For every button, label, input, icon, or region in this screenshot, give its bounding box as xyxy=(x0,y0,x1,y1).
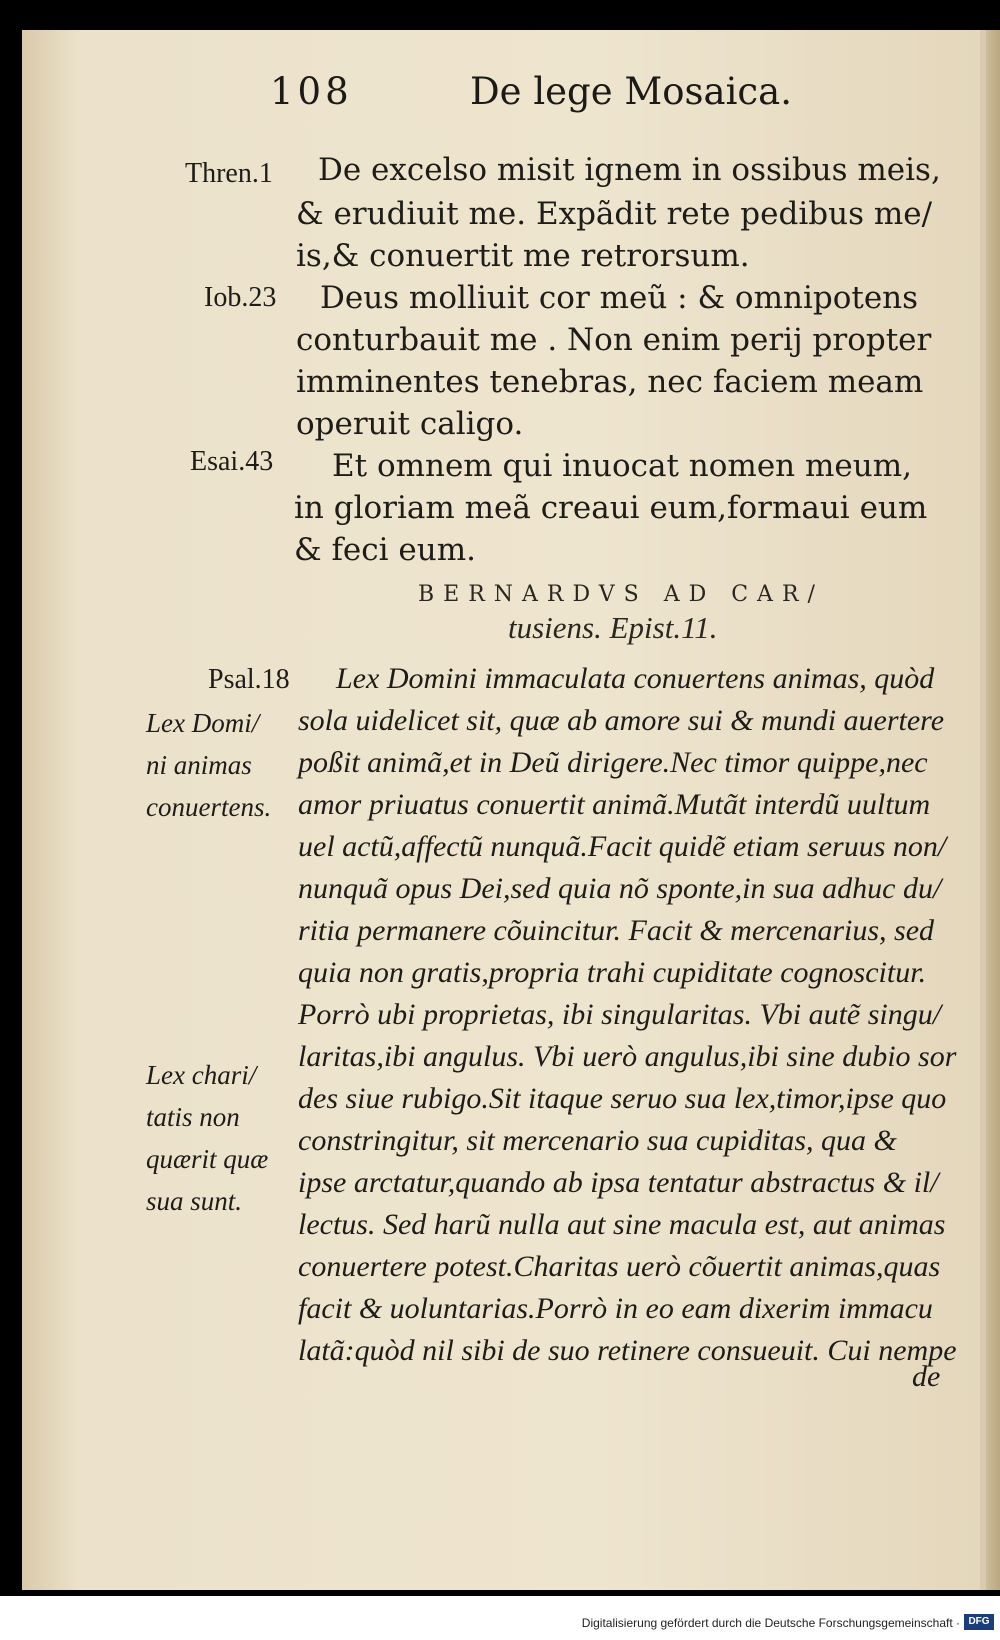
page-header xyxy=(0,70,1000,130)
margin-note: quærit quæ xyxy=(146,1144,269,1174)
italic-line: uel actũ,affectũ nunquã.Facit quidẽ etiam seruus non/ xyxy=(298,830,947,863)
margin-note: tatis non xyxy=(146,1102,240,1132)
italic-line: ritia permanere cõuincitur. Facit & mercenarius, sed xyxy=(298,914,935,947)
margin-ref: Esai.43 xyxy=(190,446,274,477)
margin-note: Lex chari/ xyxy=(146,1060,257,1090)
margin-note: conuertens. xyxy=(146,792,272,822)
text-line: Deus molliuit cor meũ : & omnipotens xyxy=(320,280,919,316)
page-number: 108 xyxy=(270,70,353,113)
italic-line: quia non gratis,propria trahi cupiditate cognoscitur. xyxy=(298,956,927,989)
text-line: & erudiuit me. Expãdit rete pedibus me/ xyxy=(296,196,933,232)
dfg-logo: DFG xyxy=(964,1614,994,1630)
margin-ref: Iob.23 xyxy=(204,282,277,313)
text-line: imminentes tenebras, nec faciem meam xyxy=(296,364,924,400)
section-heading: BERNARDVS AD CAR/ xyxy=(418,582,824,607)
italic-line: facit & uoluntarias.Porrò in eo eam dixerim immacu xyxy=(298,1292,933,1325)
text-line: & feci eum. xyxy=(294,532,476,568)
italic-line: lectus. Sed harũ nulla aut sine macula est, aut animas xyxy=(298,1208,946,1241)
margin-ref: Thren.1 xyxy=(185,158,273,189)
text-line: operuit caligo. xyxy=(296,406,524,442)
text-line: is,& conuertit me retrorsum. xyxy=(296,238,750,274)
italic-line: constringitur, sit mercenario sua cupiditas, qua & xyxy=(298,1124,897,1157)
text-line: De excelso misit ignem in ossibus meis, xyxy=(318,152,941,188)
margin-note: Lex Domi/ xyxy=(146,708,260,738)
text-line: Et omnem qui inuocat nomen meum, xyxy=(332,448,912,484)
margin-ref: Psal.18 xyxy=(208,664,290,695)
margin-note: sua sunt. xyxy=(146,1186,243,1216)
running-title: De lege Mosaica. xyxy=(470,70,792,113)
page-edge xyxy=(986,30,1000,1590)
catchword: de xyxy=(912,1360,941,1393)
italic-line: latã:quòd nil sibi de suo retinere consueuit. Cui nempe xyxy=(298,1334,957,1367)
footer-bar xyxy=(0,1596,1000,1640)
italic-line: des siue rubigo.Sit itaque seruo sua lex,timor,ipse quo xyxy=(298,1082,947,1115)
margin-note: ni animas xyxy=(146,750,252,780)
italic-line: poßit animã,et in Deũ dirigere.Nec timor quippe,nec xyxy=(298,746,928,779)
section-subheading: tusiens. Epist.11. xyxy=(508,610,718,645)
italic-line: sola uidelicet sit, quæ ab amore sui & mundi auertere xyxy=(298,704,945,737)
italic-line: Lex Domini immaculata conuertens animas, quòd xyxy=(336,662,935,695)
italic-line: Porrò ubi proprietas, ibi singularitas. Vbi autẽ singu/ xyxy=(298,998,942,1031)
italic-line: ipse arctatur,quando ab ipsa tentatur abstractus & il/ xyxy=(298,1166,939,1199)
text-line: in gloriam meã creaui eum,formaui eum xyxy=(294,490,928,526)
funding-note: Digitalisierung gefördert durch die Deutsche Forschungsgemeinschaft · xyxy=(581,1616,960,1630)
text-line: conturbauit me . Non enim perij propter xyxy=(296,322,932,358)
italic-line: laritas,ibi angulus. Vbi uerò angulus,ibi sine dubio sor xyxy=(298,1040,957,1073)
italic-line: amor priuatus conuertit animã.Mutãt interdũ uultum xyxy=(298,788,931,821)
italic-line: conuertere potest.Charitas uerò cõuertit animas,quas xyxy=(298,1250,941,1283)
italic-line: nunquã opus Dei,sed quia nõ sponte,in sua adhuc du/ xyxy=(298,872,942,905)
